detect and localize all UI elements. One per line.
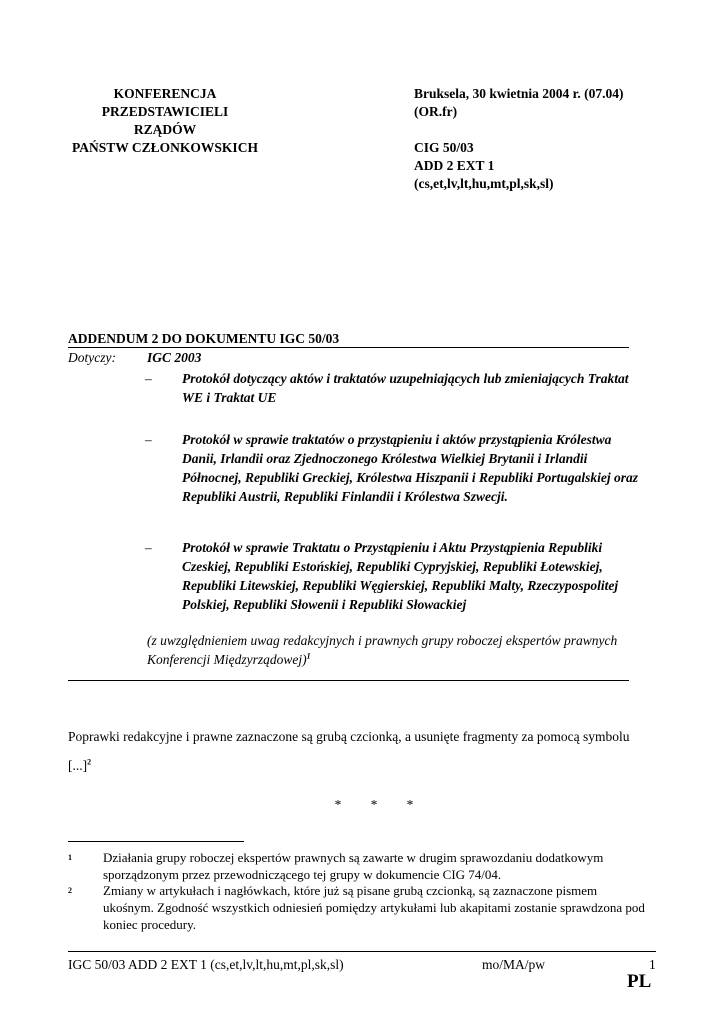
footnote-text: Działania grupy roboczej ekspertów prawnych są zawarte w drugim sprawozdaniu dodatkowym sporządzonym przez przewodniczącego tej grupy w dokumencie CIG 74/04.	[103, 850, 604, 882]
footnote-ref: 2	[87, 757, 92, 767]
addendum-title: ADDENDUM 2 DO DOKUMENTU IGC 50/03	[68, 331, 340, 346]
body-paragraph	[68, 722, 638, 780]
concerning-title: IGC 2003	[147, 350, 202, 365]
issuer-line: PAŃSTW CZŁONKOWSKICH	[72, 140, 258, 155]
footnote-number: 2	[68, 886, 72, 895]
title-rule	[68, 347, 629, 348]
star: *	[334, 797, 342, 812]
subject-item-text: Protokół w sprawie traktatów o przystąpieniu i aktów przystąpienia Królestwa Danii, Irlandii oraz Zjednoczonego Królestwa Wielkiej Brytanii i Irlandii Północnej, Republiki Greckiej, Królestwa Hiszpanii i Republiki Portugalskiej oraz Republiki Austrii, Republiki Finlandii i Królestwa Szwecji.	[182, 432, 639, 504]
body-text: Poprawki redakcyjne i prawne zaznaczone są grubą czcionką, a usunięte fragmenty za pomocą symbolu [...]	[68, 729, 630, 773]
language-code: PL	[627, 971, 652, 992]
footnote-rule	[68, 841, 244, 842]
subject-note-text: (z uwzględnieniem uwag redakcyjnych i prawnych grupy roboczej ekspertów prawnych Konferencji Międzyrządowej)	[147, 633, 618, 667]
footnote-text: Zmiany w artykułach i nagłówkach, które już są pisane grubą czcionką, są zaznaczone pismem ukośnym. Zgodność wszystkich odniesień pomiędzy artykułami lub akapitami zostanie sprawdzona pod koniec procedury.	[103, 883, 645, 932]
subject-item-text: Protokół w sprawie Traktatu o Przystąpieniu i Aktu Przystąpienia Republiki Czeskiej, Republiki Estońskiej, Republiki Cypryjskiej, Republiki Łotewskiej, Republiki Litewskiej, Republiki Węgierskiej, Republiki Malty, Rzeczypospolitej Polskiej, Republiki Słowenii i Republiki Słowackiej	[182, 540, 619, 612]
issuer-line: PRZEDSTAWICIELI	[101, 104, 229, 119]
document-number: CIG 50/03	[414, 140, 474, 155]
footnote-number: 1	[68, 853, 72, 862]
original-language: (OR.fr)	[414, 104, 458, 119]
issuer-block	[60, 85, 270, 157]
date-line: Bruksela, 30 kwietnia 2004 r. (07.04)	[414, 86, 624, 101]
footer-rule	[68, 951, 656, 952]
footer-initials: mo/MA/pw	[482, 957, 546, 972]
addendum-number: ADD 2 EXT 1	[414, 158, 495, 173]
dash-bullet: –	[145, 540, 152, 555]
dash-bullet: –	[145, 371, 152, 386]
star: *	[370, 797, 378, 812]
page-number: 1	[649, 957, 656, 972]
document-meta-block	[414, 85, 674, 193]
issuer-line: KONFERENCJA	[113, 86, 217, 101]
separator-stars	[320, 797, 428, 813]
language-versions: (cs,et,lv,lt,hu,mt,pl,sk,sl)	[414, 176, 554, 191]
footnote-ref: 1	[306, 651, 311, 661]
concerning-label: Dotyczy:	[68, 350, 116, 365]
subject-rule	[68, 680, 629, 681]
issuer-line: RZĄDÓW	[133, 122, 197, 137]
subject-item-text: Protokół dotyczący aktów i traktatów uzupełniających lub zmieniających Traktat WE i Traktat UE	[182, 371, 629, 405]
subject-note	[147, 631, 627, 669]
dash-bullet: –	[145, 432, 152, 447]
footer-doc-ref: IGC 50/03 ADD 2 EXT 1 (cs,et,lv,lt,hu,mt,pl,sk,sl)	[68, 957, 344, 972]
star: *	[406, 797, 414, 812]
